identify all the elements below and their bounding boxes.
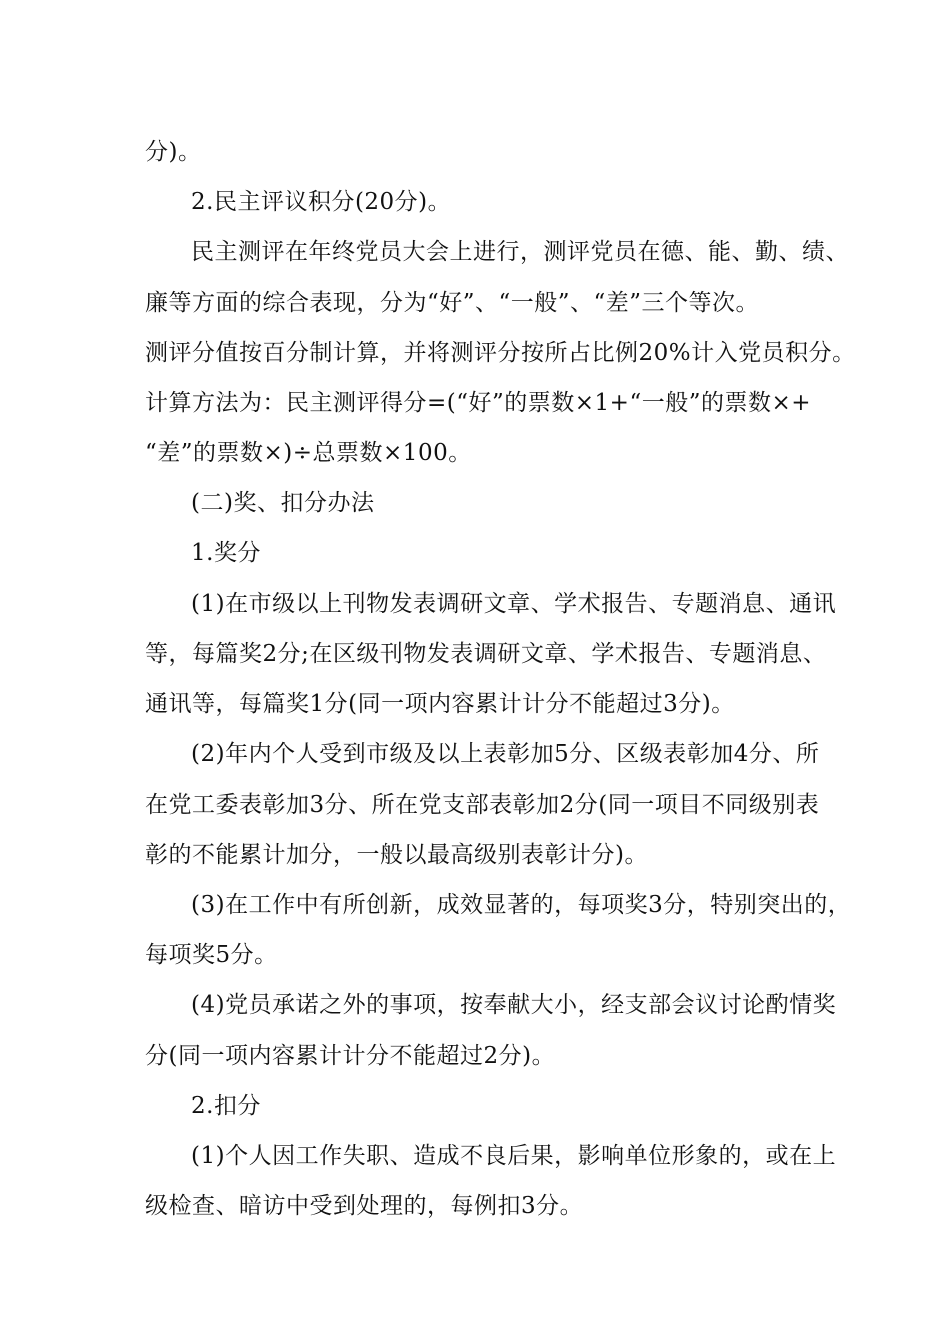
text-line: 在党工委表彰加3分、所在党支部表彰加2分(同一项目不同级别表 <box>145 792 820 818</box>
section-heading: 2.扣分 <box>191 1093 261 1119</box>
text-line: 分)。 <box>145 139 202 165</box>
section-heading: 2.民主评议积分(20分)。 <box>191 189 452 215</box>
text-line: 民主测评在年终党员大会上进行，测评党员在德、能、勤、绩、 <box>191 239 849 265</box>
text-line: 测评分值按百分制计算，并将测评分按所占比例20%计入党员积分。 <box>145 340 856 366</box>
text-line: 廉等方面的综合表现，分为“好”、“一般”、“差”三个等次。 <box>145 290 760 316</box>
text-line: 分(同一项内容累计计分不能超过2分)。 <box>145 1043 556 1069</box>
text-line: (1)个人因工作失职、造成不良后果，影响单位形象的，或在上 <box>191 1143 837 1169</box>
text-line: 每项奖5分。 <box>145 942 278 968</box>
text-line: 通讯等，每篇奖1分(同一项内容累计计分不能超过3分)。 <box>145 691 735 717</box>
text-line: “差”的票数×)÷总票数×100。 <box>145 440 472 466</box>
text-line: 等，每篇奖2分;在区级刊物发表调研文章、学术报告、专题消息、 <box>145 641 827 667</box>
text-line: 级检查、暗访中受到处理的，每例扣3分。 <box>145 1193 584 1219</box>
text-line: 计算方法为：民主测评得分=(“好”的票数×1+“一般”的票数×+ <box>145 390 811 416</box>
text-line: 彰的不能累计加分，一般以最高级别表彰计分)。 <box>145 842 648 868</box>
text-line: (3)在工作中有所创新，成效显著的，每项奖3分，特别突出的， <box>191 892 852 918</box>
text-line: (1)在市级以上刊物发表调研文章、学术报告、专题消息、通讯 <box>191 591 837 617</box>
text-line: (2)年内个人受到市级及以上表彰加5分、区级表彰加4分、所 <box>191 741 820 767</box>
section-heading: (二)奖、扣分办法 <box>191 490 375 516</box>
text-line: (4)党员承诺之外的事项，按奉献大小，经支部会议讨论酌情奖 <box>191 992 837 1018</box>
section-heading: 1.奖分 <box>191 540 261 566</box>
